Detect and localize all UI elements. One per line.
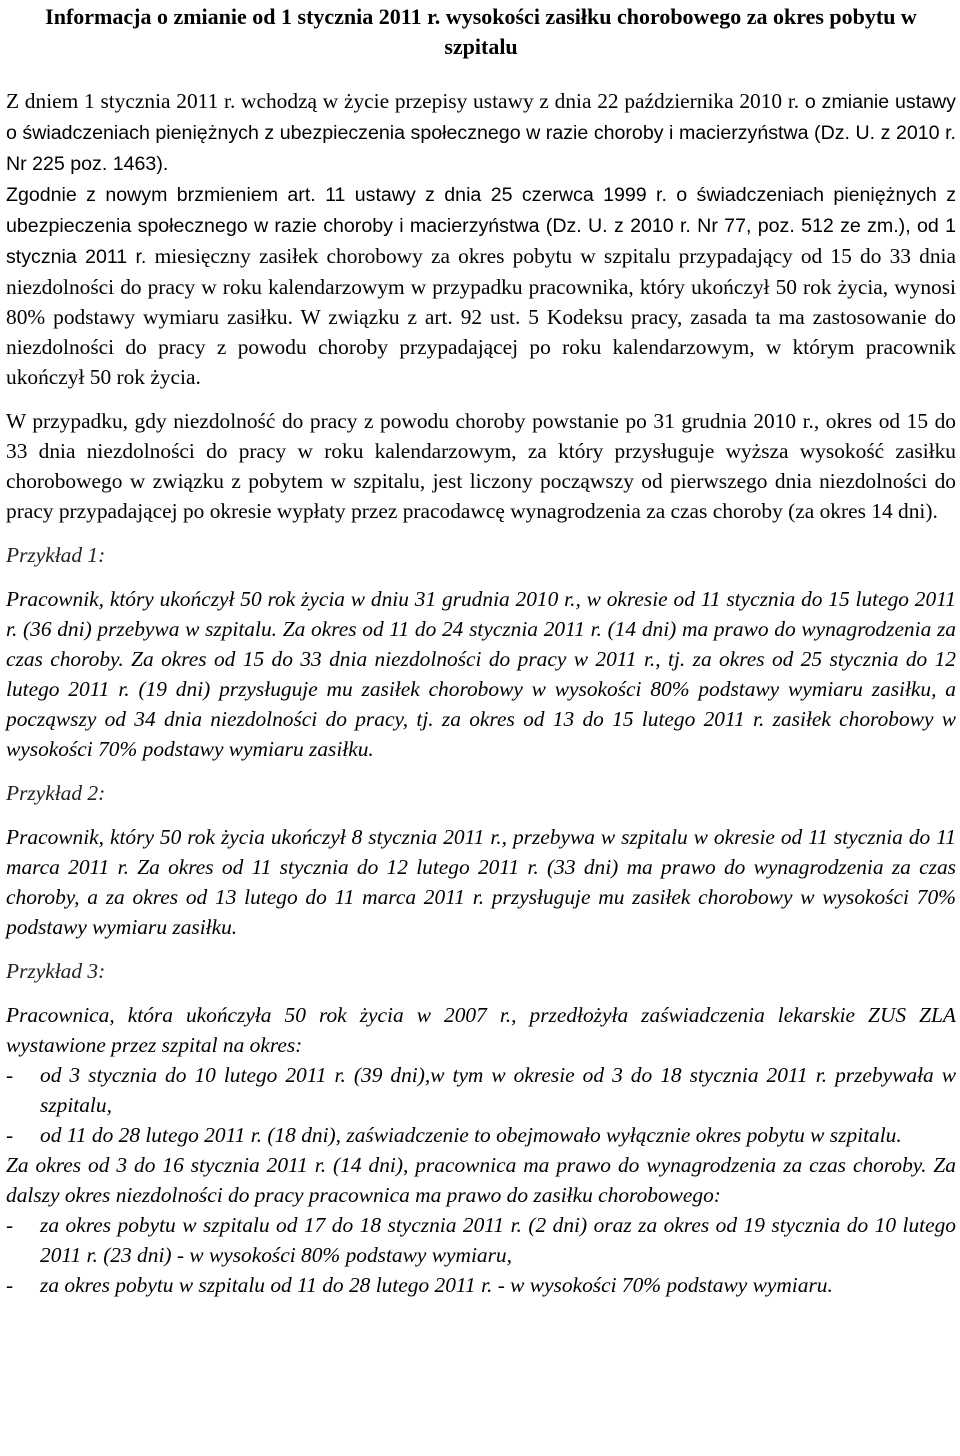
list-item-text: od 3 stycznia do 10 lutego 2011 r. (39 dni),w tym w okresie od 3 do 18 stycznia 2011 r. przebywała w szpitalu, bbox=[40, 1063, 956, 1117]
example-1-label: Przykład 1: bbox=[6, 543, 106, 567]
list-item-text: za okres pobytu w szpitalu od 11 do 28 lutego 2011 r. - w wysokości 70% podstawy wymiaru. bbox=[40, 1273, 833, 1297]
dash-marker: - bbox=[6, 1123, 14, 1147]
article-serif-text: miesięczny zasiłek chorobowy za okres pobytu w szpitalu przypadający od 15 do 33 dnia niezdolności do pracy w roku kalendarzowym w przypadku pracownika, który ukończył 50 rok życia, wynosi 80% podstawy wymiaru zasiłku. W związku z art. 92 ust. 5 Kodeksu pracy, zasada ta ma zastosowanie do niezdolności do pracy z powodu choroby przypadającej po roku kalendarzowym, w którym pracownik ukończył 50 rok życia. bbox=[6, 244, 956, 389]
spacer bbox=[6, 62, 956, 86]
article-sans-text: Zgodnie z nowym brzmieniem art. 11 ustawy z dnia 25 czerwca 1999 r. o świadczeniach pieniężnych z ubezpieczenia społecznego w razie choroby i macierzyństwa (Dz. U. z 2010 r. Nr 77, poz. 512 ze zm.), od 1 stycznia 2011 r. bbox=[6, 184, 956, 268]
list-item bbox=[6, 1060, 956, 1120]
list-item bbox=[6, 1120, 956, 1150]
intro-paragraph bbox=[6, 86, 956, 179]
dash-marker: - bbox=[6, 1273, 14, 1297]
example-1-text: Pracownik, który ukończył 50 rok życia w dniu 31 grudnia 2010 r., w okresie od 11 stycznia do 15 lutego 2011 r. (36 dni) przebywa w szpitalu. Za okres od 11 do 24 stycznia 2011 r. (14 dni) ma prawo do wynagrodzenia za czas choroby. Za okres od 15 do 33 dnia niezdolności do pracy w 2011 r., tj. za okres od 25 stycznia do 12 lutego 2011 r. (19 dni) przysługuje mu zasiłek chorobowy w wysokości 80% podstawy wymiaru zasiłku, a począwszy od 34 dnia niezdolności do pracy, tj. za okres od 13 do 15 lutego 2011 r. zasiłek chorobowy w wysokości 70% podstawy wymiaru zasiłku. bbox=[6, 587, 956, 761]
dash-marker: - bbox=[6, 1213, 14, 1237]
example-3-continuation: Za okres od 3 do 16 stycznia 2011 r. (14 dni), pracownica ma prawo do wynagrodzenia za czas choroby. Za dalszy okres niezdolności do pracy pracownica ma prawo do zasiłku chorobowego: bbox=[6, 1153, 956, 1207]
example-2-text: Pracownik, który 50 rok życia ukończył 8 stycznia 2011 r., przebywa w szpitalu w okresie od 11 stycznia do 11 marca 2011 r. Za okres od 11 stycznia do 12 lutego 2011 r. (33 dni) ma prawo do wynagrodzenia za czas choroby, a za okres od 13 lutego do 11 marca 2011 r. przysługuje mu zasiłek chorobowy w wysokości 70% podstawy wymiaru zasiłku. bbox=[6, 825, 956, 939]
list-item-text: za okres pobytu w szpitalu od 17 do 18 stycznia 2011 r. (2 dni) oraz za okres od 19 stycznia do 10 lutego 2011 r. (23 dni) - w wysokości 80% podstawy wymiaru, bbox=[40, 1213, 956, 1267]
example-3-text: Pracownica, która ukończyła 50 rok życia w 2007 r., przedłożyła zaświadczenia lekarskie ZUS ZLA wystawione przez szpital na okres: bbox=[6, 1003, 956, 1057]
document-title: Informacja o zmianie od 1 stycznia 2011 r. wysokości zasiłku chorobowego za okres pobytu w szpitalu bbox=[45, 4, 917, 59]
list-item-text: od 11 do 28 lutego 2011 r. (18 dni), zaświadczenie to obejmowało wyłącznie okres pobytu w szpitalu. bbox=[40, 1123, 902, 1147]
intro-serif-text: Z dniem 1 stycznia 2011 r. wchodzą w życie przepisy ustawy z dnia 22 października 2010 r. bbox=[6, 89, 800, 113]
article-paragraph bbox=[6, 179, 956, 392]
hospital-rule-paragraph: W przypadku, gdy niezdolność do pracy z powodu choroby powstanie po 31 grudnia 2010 r., okres od 15 do 33 dnia niezdolności do pracy w roku kalendarzowym, za który przysługuje wyższa wysokość zasiłku chorobowego w związku z pobytem w szpitalu, jest liczony począwszy od pierwszego dnia niezdolności do pracy przypadającej po okresie wypłaty przez pracodawcę wynagrodzenia za czas choroby (za okres 14 dni). bbox=[6, 409, 956, 523]
document-page bbox=[6, 0, 956, 1300]
example-3-label: Przykład 3: bbox=[6, 959, 106, 983]
intro-sans-text: o zmianie ustawy o świadczeniach pieniężnych z ubezpieczenia społecznego w razie choroby i macierzyństwa (Dz. U. z 2010 r. Nr 225 poz. 1463). bbox=[6, 91, 956, 175]
dash-marker: - bbox=[6, 1063, 14, 1087]
example-2-label: Przykład 2: bbox=[6, 781, 106, 805]
list-item bbox=[6, 1270, 956, 1300]
list-item bbox=[6, 1210, 956, 1270]
